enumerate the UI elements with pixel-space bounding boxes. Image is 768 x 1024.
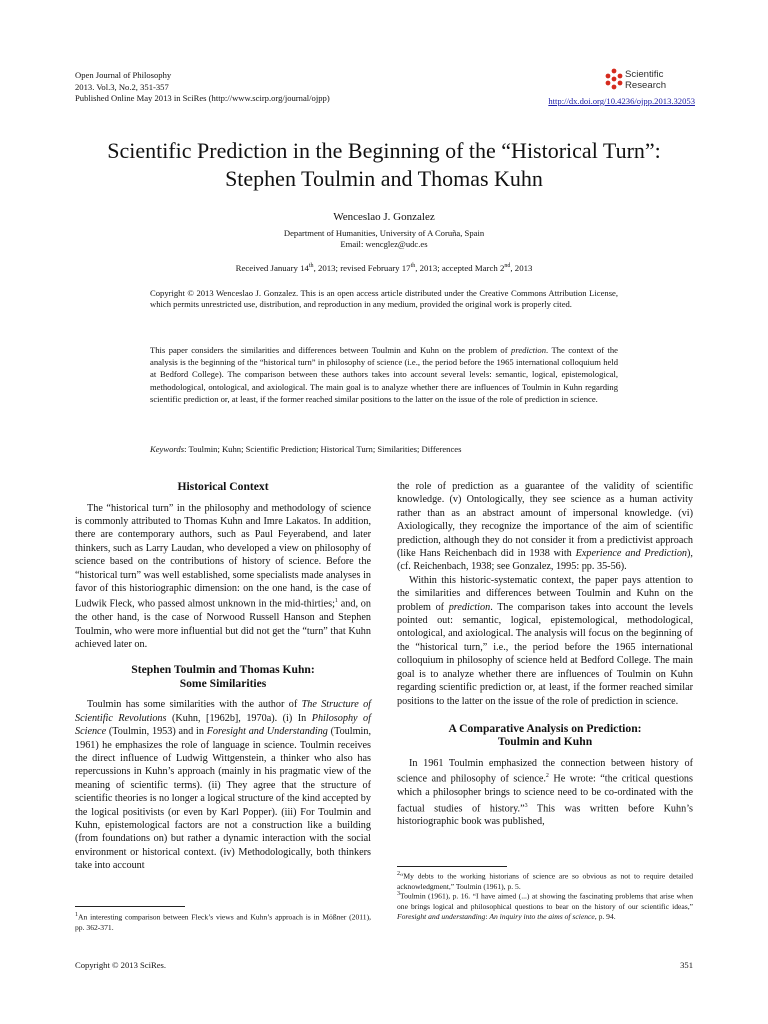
scientific-research-logo xyxy=(604,68,700,94)
paragraph: The “historical turn” in the philosophy and methodology of science is commonly attributed to Thomas Kuhn and Imre Lakatos. In addition, there are contemporary authors, such as Paul Feyerabend, and later thinkers, such as Larry Laudan, who developed a view on philosophy of science based on the contributions of history of science. Before the “historical turn” was well established, some specialists made analyses in favor of this historiographic dimension: on the one hand, is the case of Ludwik Fleck, who passed almost unknown in the mid-thirties;$^1$ and, on the other hand, is the case of Norwood Russell Hanson and Stephen Toulmin, who were more influential but did not get the “turn” that Kuhn achieved later on. xyxy=(75,502,371,650)
journal-header xyxy=(75,70,330,105)
affiliation-text: Department of Humanities, University of A Coruña, Spain xyxy=(283,228,485,238)
section-heading-historical-context: Historical Context xyxy=(177,480,269,493)
logo-text-line2: Research xyxy=(625,80,667,91)
paragraph: In 1961 Toulmin emphasized the connection between history of science and philosophy of science.$^2$ He wrote: “the critical questions which a philosopher brings to science need to be co-ordinated with the factual studies of history.”$^3$ This was written before Kuhn’s historiographic book was published, xyxy=(397,757,694,828)
right-column xyxy=(397,480,693,829)
page-number: 351 xyxy=(680,960,693,970)
doi-link[interactable]: http://dx.doi.org/10.4236/ojpp.2013.32053 xyxy=(548,96,695,106)
paragraph: Within this historic-systematic context, the paper pays attention to the similarities and differences between Toulmin and Kuhn on the problem of prediction. The comparison takes into account the levels pointed out: semantic, logical, epistemological, methodological, ontological, and axiological. The analysis will focus on the beginning of the “historical turn,” i.e., the period before the 1965 international colloquium in philosophy of science held at Bedford College. The main goal is to analyze whether there are influences of Toulmin on Kuhn regarding scientific prediction or, at least, if the former reached similar positions to the latter on the issue of the role of prediction in science. xyxy=(397,574,693,707)
abstract: This paper considers the similarities and differences between Toulmin and Kuhn on the problem of prediction. The context of the analysis is the beginning of the “historical turn” in philosophy of science (i.e., the period before the 1965 international colloquium held at Bedford College). The comparison between these authors takes into account several levels: semantic, logical, epistemological, methodological, ontological, and axiological. The main goal is to analyze whether there are influences of Toulmin in Kuhn regarding scientific prediction or, at least, if the former reached similar positions to the latter on the issue of the role of prediction in science. xyxy=(150,345,618,404)
copyright-notice: Copyright © 2013 Wenceslao J. Gonzalez. This is an open access article distributed under the Creative Commons Attribution License, which permits unrestricted use, distribution, and reproduction in any medium, provided the original work is properly cited. xyxy=(150,288,618,310)
section-heading-similarities: Stephen Toulmin and Thomas Kuhn: Some Similarities xyxy=(131,663,315,690)
footer-copyright: Copyright © 2013 SciRes. xyxy=(75,960,167,970)
author-email: Email: wencglez@udc.es xyxy=(340,239,428,249)
title-line-1: Scientific Prediction in the Beginning of the “Historical Turn”: xyxy=(107,138,661,163)
keywords xyxy=(150,444,618,454)
footnote-2: $^2$“My debts to the working historians of science are so obvious as not to require detailed acknowledgment,” Toulmin (1961), p. 5. xyxy=(397,871,693,891)
keywords-text: : Toulmin; Kuhn; Scientific Prediction; Historical Turn; Similarities; Differences xyxy=(184,444,462,454)
journal-volume: 2013. Vol.3, No.2, 351-357 xyxy=(75,81,169,92)
received-dates: Received January 14th, 2013; revised February 17th, 2013; accepted March 2nd, 2013 xyxy=(235,263,533,273)
footnote-1: $^1$An interesting comparison between Fleck’s views and Kuhn’s approach is in Mößner (2011), pp. 362-371. xyxy=(75,912,371,932)
author-affiliation xyxy=(60,228,708,250)
author-name: Wenceslao J. Gonzalez xyxy=(333,211,435,223)
paragraph: Toulmin has some similarities with the author of The Structure of Scientific Revolutions (Kuhn, [1962b], 1970a). (i) In Philosophy of Science (Toulmin, 1953) and in Foresight and Understanding (Toulmin, 1961) he emphasizes the role of language in science. Toulmin receives the direct influence of Ludwig Wittgenstein, a thinker who also has repercussions in Kuhn’s approach (mainly in his pragmatic view of the meaning of scientific terms). (ii) They agree that the structure of scientific theories is no longer a logical structure of the kind accepted by the logical positivists (or even by Karl Popper). (iii) For Toulmin and Kuhn, epistemological factors are not a construction like a building (from foundations on) but rather a dynamic interaction with the social environment or historical context. (iv) Methodologically, both thinkers take into account xyxy=(75,699,371,872)
journal-name: Open Journal of Philosophy xyxy=(75,70,172,80)
logo-text-line1: Scientific xyxy=(625,69,664,80)
keywords-label: Keywords xyxy=(150,444,185,454)
footnote-divider xyxy=(397,866,507,867)
logo-icon xyxy=(604,68,624,90)
footnote-3: $^3$Toulmin (1961), p. 16. “I have aimed (...) at showing the fascinating problems that arise when one brings logical and philosophical questions to bear on the history of our scientific ideas,” Foresight and understanding: An inquiry into the aims of science, p. 94. xyxy=(397,891,693,921)
paper-title xyxy=(60,137,708,193)
paragraph: the role of prediction as a guarantee of the validity of scientific knowledge. (v) Ontologically, they see science as a human activity rather than as an abstract amount of impersonal knowledge. (vi) Axiologically, they recognize the importance of the aim of scientific prediction, although they do not consider it from a predictivist approach (like Hans Reichenbach did in 1938 with Experience and Prediction), (cf. Reichenbach, 1938; see Gonzalez, 1995: pp. 35-56). xyxy=(397,481,693,573)
journal-published: Published Online May 2013 in SciRes (http://www.scirp.org/journal/ojpp) xyxy=(75,93,330,103)
section-heading-comparative-analysis: A Comparative Analysis on Prediction: Toulmin and Kuhn xyxy=(448,721,642,749)
left-column xyxy=(75,480,371,873)
title-line-2: Stephen Toulmin and Thomas Kuhn xyxy=(225,166,543,191)
footnote-divider xyxy=(75,906,185,907)
